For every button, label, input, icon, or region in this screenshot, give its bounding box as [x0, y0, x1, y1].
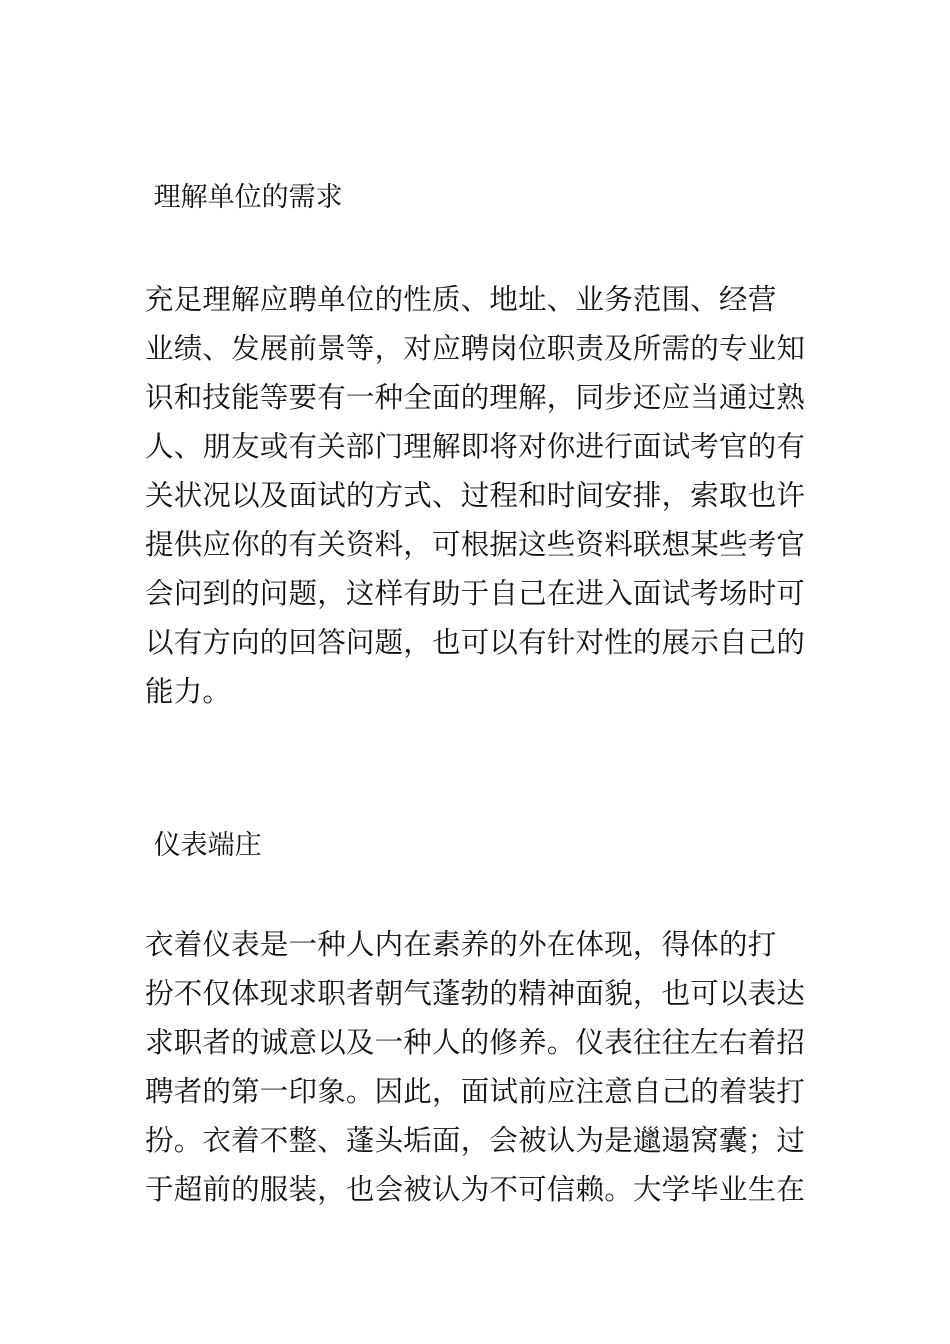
- section-heading-understand-employer: 理解单位的需求: [145, 182, 343, 213]
- section-body-appearance: 衣着仪表是一种人内在素养的外在体现，得体的打 扮不仅体现求职者朝气蓬勃的精神面貌，也可以表达 求职者的诚意以及一种人的修养。仪表往往左右着招 聘者的第一印象。因此，面试前应注意自己的着装打 扮。衣着不整、蓬头垢面，会被认为是邋遢窝囊；过 于超前的服装，也会被认为不可信赖。大学毕业生在: [145, 928, 806, 1206]
- section-body-understand-employer: 充足理解应聘单位的性质、地址、业务范围、经营 业绩、发展前景等，对应聘岗位职责及所需的专业知 识和技能等要有一种全面的理解，同步还应当通过熟 人、朋友或有关部门理解即将对你进行面试考官的有 关状况以及面试的方式、过程和时间安排，索取也许 提供应你的有关资料，可根据这些资料联想某些考官 会问到的问题，这样有助于自己在进入面试考场时可 以有方向的回答问题，也可以有针对性的展示自己的 能力。: [145, 283, 806, 708]
- section-heading-appearance: 仪表端庄: [145, 830, 262, 861]
